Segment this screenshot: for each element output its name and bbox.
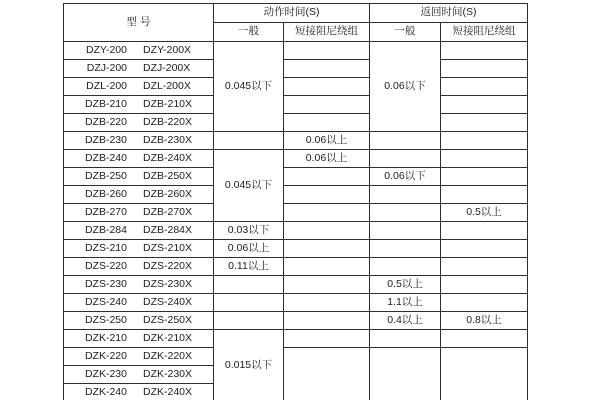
return-general-cell [370,222,441,240]
model-number-x: DZS-250X [142,313,193,326]
model-number-x: DZK-210X [142,331,193,344]
action-short-damping-cell [284,348,370,400]
model-cell [64,276,214,294]
return-short-damping-cell [441,78,528,96]
model-number-x: DZB-240X [142,151,193,164]
return-general-cell [370,150,441,168]
return-short-damping-cell [441,222,528,240]
return-short-damping-cell [441,258,528,276]
action-short-damping-cell [284,78,370,96]
return-short-damping-cell [441,114,528,132]
table-row [64,348,528,366]
action-short-damping-cell [284,312,370,330]
action-general-cell: 0.045以下 [214,42,284,132]
return-general-cell: 0.4以上 [370,312,441,330]
header-action-short-damping: 短接阻尼绕组 [284,23,370,42]
model-number-x: DZB-284X [142,223,193,236]
model-cell [64,330,214,348]
return-short-damping-cell [441,168,528,186]
model-number: DZB-220 [84,115,127,128]
return-short-damping-cell [441,42,528,60]
model-cell [64,60,214,78]
return-short-damping-cell [441,150,528,168]
table-header [64,4,528,42]
model-number: DZB-270 [84,205,127,218]
model-number-x: DZY-200X [143,43,192,56]
model-number-x: DZK-220X [142,349,193,362]
model-pair [64,207,213,219]
model-number-x: DZK-240X [142,385,193,398]
return-general-cell [370,330,441,348]
model-number: DZL-200 [86,79,127,92]
model-number-x: DZL-200X [143,79,191,92]
model-number: DZB-284 [84,223,127,236]
spec-table [63,3,528,400]
return-short-damping-cell: 0.8以上 [441,312,528,330]
model-number-x: DZB-220X [142,115,193,128]
model-pair [64,81,213,93]
model-number: DZJ-200 [86,61,127,74]
return-general-cell [370,258,441,276]
model-number-x: DZB-260X [142,187,193,200]
table-row [64,150,528,168]
model-cell [64,132,214,150]
model-number-x: DZK-230X [142,367,193,380]
model-number-x: DZB-230X [142,133,193,146]
model-pair [64,369,213,381]
model-number-x: DZS-210X [142,241,193,254]
table-row [64,240,528,258]
action-short-damping-cell [284,42,370,60]
model-number: DZB-240 [84,151,127,164]
table-row [64,96,528,114]
model-number: DZS-240 [84,295,127,308]
model-pair [64,225,213,237]
model-number: DZB-210 [84,97,127,110]
model-number-x: DZJ-200X [143,61,191,74]
table-row [64,186,528,204]
model-number: DZK-210 [84,331,127,344]
model-number-x: DZS-240X [142,295,193,308]
table-row [64,60,528,78]
model-number-x: DZS-230X [142,277,193,290]
return-general-cell [370,204,441,222]
action-general-cell [214,294,284,312]
return-short-damping-cell: 0.5以上 [441,204,528,222]
model-pair [64,315,213,327]
return-general-cell: 0.06以下 [370,42,441,132]
table-row [64,132,528,150]
action-general-cell: 0.03以下 [214,222,284,240]
action-general-cell: 0.045以下 [214,150,284,222]
action-general-cell [214,312,284,330]
model-number: DZS-250 [84,313,127,326]
model-cell [64,186,214,204]
return-general-cell [370,348,441,400]
model-pair [64,63,213,75]
table-row [64,312,528,330]
model-cell [64,168,214,186]
table-row [64,78,528,96]
table-row [64,276,528,294]
return-short-damping-cell [441,330,528,348]
model-pair [64,297,213,309]
model-pair [64,135,213,147]
action-short-damping-cell: 0.06以上 [284,132,370,150]
return-general-cell [370,240,441,258]
table-row [64,114,528,132]
model-pair [64,45,213,57]
model-number-x: DZS-220X [142,259,193,272]
return-short-damping-cell [441,96,528,114]
return-short-damping-cell [441,294,528,312]
model-cell [64,294,214,312]
model-number: DZB-250 [84,169,127,182]
model-cell [64,114,214,132]
model-number: DZY-200 [85,43,127,56]
return-short-damping-cell [441,60,528,78]
action-short-damping-cell [284,240,370,258]
header-action-time: 动作时间(S) [214,4,370,23]
return-short-damping-cell [441,276,528,294]
model-number: DZS-230 [84,277,127,290]
return-short-damping-cell [441,186,528,204]
return-short-damping-cell [441,240,528,258]
action-short-damping-cell [284,276,370,294]
action-general-cell: 0.015以下 [214,330,284,400]
action-short-damping-cell: 0.06以上 [284,150,370,168]
return-general-cell [370,186,441,204]
model-number: DZK-230 [84,367,127,380]
action-short-damping-cell [284,204,370,222]
model-cell [64,312,214,330]
table-row [64,168,528,186]
model-pair [64,243,213,255]
model-number: DZS-210 [84,241,127,254]
model-cell [64,348,214,366]
action-general-cell [214,132,284,150]
table-row [64,258,528,276]
model-number: DZK-240 [84,385,127,398]
action-short-damping-cell [284,258,370,276]
model-number: DZS-220 [84,259,127,272]
return-general-cell [370,132,441,150]
action-short-damping-cell [284,114,370,132]
header-row-1 [64,4,528,23]
action-general-cell: 0.11以上 [214,258,284,276]
header-return-short-damping: 短接阻尼绕组 [441,23,528,42]
model-number: DZB-260 [84,187,127,200]
model-cell [64,150,214,168]
model-pair [64,153,213,165]
action-short-damping-cell [284,330,370,348]
action-short-damping-cell [284,60,370,78]
return-short-damping-cell [441,348,528,400]
header-action-general: 一般 [214,23,284,42]
action-short-damping-cell [284,294,370,312]
action-short-damping-cell [284,186,370,204]
model-cell [64,96,214,114]
model-cell [64,258,214,276]
model-cell [64,78,214,96]
model-cell [64,366,214,384]
model-number: DZK-220 [84,349,127,362]
header-model: 型 号 [64,4,214,42]
model-cell [64,240,214,258]
return-general-cell: 0.06以下 [370,168,441,186]
model-number-x: DZB-250X [142,169,193,182]
return-general-cell: 0.5以上 [370,276,441,294]
model-cell [64,204,214,222]
model-cell [64,384,214,400]
model-number-x: DZB-270X [142,205,193,218]
return-general-cell: 1.1以上 [370,294,441,312]
action-short-damping-cell [284,168,370,186]
model-pair [64,387,213,399]
model-pair [64,99,213,111]
model-cell [64,42,214,60]
model-pair [64,117,213,129]
model-pair [64,189,213,201]
model-pair [64,279,213,291]
table-row [64,330,528,348]
model-pair [64,333,213,345]
table-row [64,222,528,240]
return-short-damping-cell [441,132,528,150]
action-general-cell [214,276,284,294]
header-return-general: 一般 [370,23,441,42]
action-short-damping-cell [284,222,370,240]
model-pair [64,261,213,273]
action-short-damping-cell [284,96,370,114]
model-pair [64,171,213,183]
header-return-time: 返回时间(S) [370,4,528,23]
action-general-cell: 0.06以上 [214,240,284,258]
table-row [64,204,528,222]
model-cell [64,222,214,240]
model-number-x: DZB-210X [142,97,193,110]
table-row [64,294,528,312]
table-row [64,42,528,60]
model-number: DZB-230 [84,133,127,146]
model-pair [64,351,213,363]
table-body [64,42,528,400]
